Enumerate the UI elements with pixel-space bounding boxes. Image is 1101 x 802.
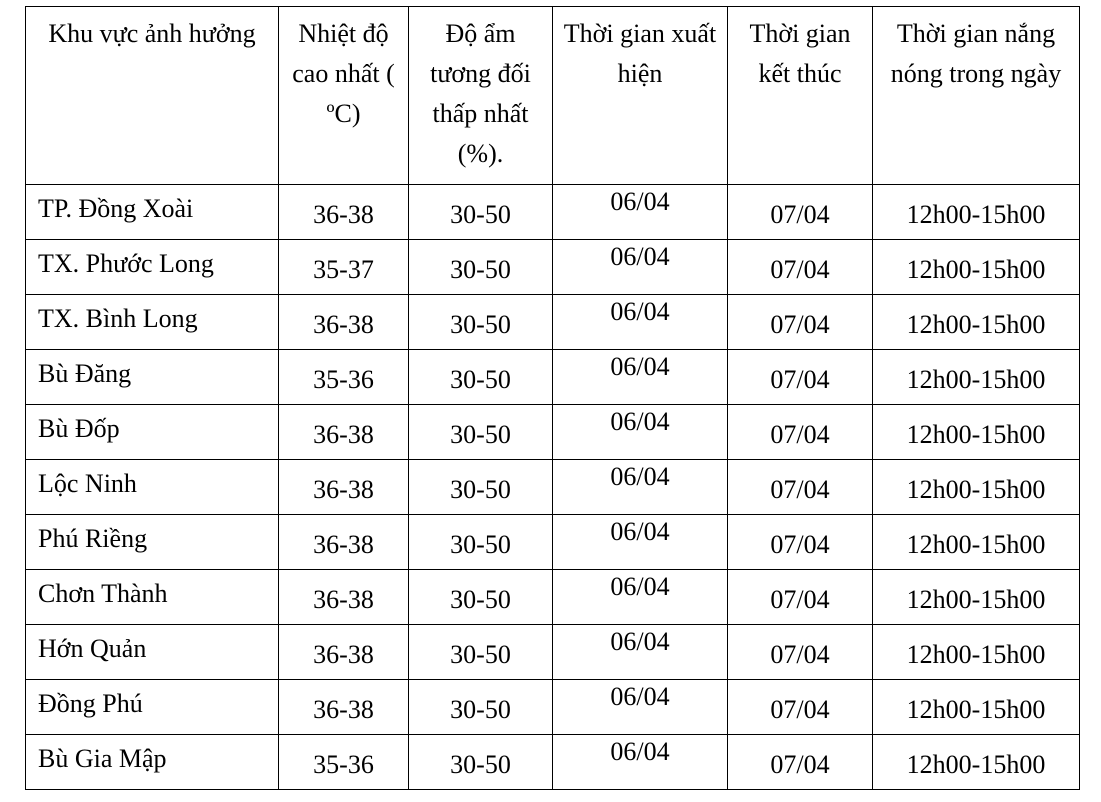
cell-area [26, 240, 279, 295]
cell-area-text: Lộc Ninh [38, 469, 137, 498]
cell-max-temp-text: 36-38 [313, 200, 374, 229]
cell-start-date [553, 405, 728, 460]
cell-daily-hours-text: 12h00-15h00 [906, 530, 1046, 559]
cell-daily-hours [873, 460, 1080, 515]
cell-start-date-text: 06/04 [610, 407, 670, 436]
cell-area-text: Đồng Phú [38, 689, 143, 718]
cell-end-date [728, 405, 873, 460]
cell-min-humidity-text: 30-50 [450, 200, 511, 229]
cell-end-date-text: 07/04 [770, 475, 830, 504]
cell-daily-hours [873, 570, 1080, 625]
cell-start-date-text: 06/04 [610, 462, 670, 491]
cell-daily-hours-text: 12h00-15h00 [906, 200, 1046, 229]
table-row [26, 295, 1080, 350]
cell-area-text: TX. Bình Long [38, 304, 198, 333]
cell-end-date [728, 295, 873, 350]
cell-start-date [553, 185, 728, 240]
cell-max-temp [279, 570, 409, 625]
cell-max-temp [279, 735, 409, 790]
cell-max-temp-text: 36-38 [313, 420, 374, 449]
cell-min-humidity [409, 350, 553, 405]
cell-area-text: TP. Đồng Xoài [38, 194, 194, 223]
cell-area [26, 185, 279, 240]
cell-start-date-text: 06/04 [610, 572, 670, 601]
cell-min-humidity [409, 405, 553, 460]
cell-start-date [553, 240, 728, 295]
header-daily-hours: Thời gian nắng nóng trong ngày [873, 7, 1080, 185]
cell-area [26, 735, 279, 790]
cell-max-temp [279, 680, 409, 735]
cell-start-date-text: 06/04 [610, 627, 670, 656]
cell-area-text: TX. Phước Long [38, 249, 214, 278]
table-row [26, 625, 1080, 680]
cell-min-humidity [409, 680, 553, 735]
cell-max-temp-text: 36-38 [313, 310, 374, 339]
cell-end-date-text: 07/04 [770, 640, 830, 669]
cell-start-date-text: 06/04 [610, 297, 670, 326]
table-header [26, 7, 1080, 185]
cell-start-date [553, 295, 728, 350]
table-row [26, 460, 1080, 515]
header-max-temp: Nhiệt độ cao nhất ( ºC) [279, 7, 409, 185]
cell-daily-hours [873, 185, 1080, 240]
cell-end-date [728, 240, 873, 295]
cell-min-humidity-text: 30-50 [450, 420, 511, 449]
cell-max-temp [279, 515, 409, 570]
cell-area [26, 625, 279, 680]
cell-daily-hours-text: 12h00-15h00 [906, 420, 1046, 449]
cell-area [26, 680, 279, 735]
cell-daily-hours [873, 295, 1080, 350]
cell-end-date-text: 07/04 [770, 750, 830, 779]
cell-start-date [553, 680, 728, 735]
heatwave-table [25, 6, 1080, 790]
cell-daily-hours [873, 240, 1080, 295]
cell-end-date [728, 570, 873, 625]
cell-daily-hours-text: 12h00-15h00 [906, 475, 1046, 504]
cell-daily-hours-text: 12h00-15h00 [906, 640, 1046, 669]
cell-area-text: Bù Đăng [38, 359, 132, 388]
cell-area-text: Bù Gia Mập [38, 744, 167, 773]
cell-daily-hours [873, 735, 1080, 790]
cell-end-date [728, 515, 873, 570]
cell-end-date-text: 07/04 [770, 255, 830, 284]
cell-area [26, 515, 279, 570]
cell-end-date [728, 185, 873, 240]
cell-max-temp [279, 405, 409, 460]
cell-min-humidity [409, 515, 553, 570]
header-end-time: Thời gian kết thúc [728, 7, 873, 185]
cell-max-temp [279, 185, 409, 240]
cell-min-humidity [409, 240, 553, 295]
cell-end-date-text: 07/04 [770, 200, 830, 229]
cell-max-temp-text: 36-38 [313, 530, 374, 559]
cell-daily-hours [873, 625, 1080, 680]
cell-max-temp [279, 460, 409, 515]
cell-start-date-text: 06/04 [610, 352, 670, 381]
table-row [26, 515, 1080, 570]
cell-min-humidity-text: 30-50 [450, 255, 511, 284]
table-row [26, 350, 1080, 405]
table-row [26, 405, 1080, 460]
cell-daily-hours-text: 12h00-15h00 [906, 695, 1046, 724]
cell-end-date-text: 07/04 [770, 530, 830, 559]
cell-end-date-text: 07/04 [770, 585, 830, 614]
cell-end-date [728, 680, 873, 735]
cell-max-temp [279, 240, 409, 295]
cell-end-date [728, 350, 873, 405]
cell-max-temp-text: 36-38 [313, 695, 374, 724]
cell-min-humidity [409, 460, 553, 515]
cell-daily-hours-text: 12h00-15h00 [906, 585, 1046, 614]
cell-area-text: Bù Đốp [38, 414, 120, 443]
cell-area [26, 405, 279, 460]
header-min-humidity: Độ ẩm tương đối thấp nhất (%). [409, 7, 553, 185]
cell-max-temp-text: 35-36 [313, 750, 374, 779]
cell-start-date [553, 735, 728, 790]
cell-daily-hours [873, 350, 1080, 405]
cell-daily-hours-text: 12h00-15h00 [906, 310, 1046, 339]
cell-area-text: Hớn Quản [38, 634, 147, 663]
cell-daily-hours [873, 680, 1080, 735]
cell-end-date [728, 735, 873, 790]
cell-end-date-text: 07/04 [770, 420, 830, 449]
cell-max-temp-text: 35-37 [313, 255, 374, 284]
cell-end-date-text: 07/04 [770, 310, 830, 339]
table-row [26, 570, 1080, 625]
cell-area [26, 570, 279, 625]
cell-start-date-text: 06/04 [610, 517, 670, 546]
cell-area [26, 295, 279, 350]
table-row [26, 240, 1080, 295]
cell-min-humidity-text: 30-50 [450, 530, 511, 559]
header-start-time: Thời gian xuất hiện [553, 7, 728, 185]
cell-min-humidity-text: 30-50 [450, 640, 511, 669]
cell-end-date-text: 07/04 [770, 365, 830, 394]
cell-start-date [553, 625, 728, 680]
cell-start-date-text: 06/04 [610, 737, 670, 766]
cell-min-humidity-text: 30-50 [450, 310, 511, 339]
header-row [26, 7, 1080, 185]
cell-max-temp [279, 350, 409, 405]
cell-max-temp [279, 625, 409, 680]
table-row [26, 185, 1080, 240]
cell-daily-hours [873, 515, 1080, 570]
cell-min-humidity-text: 30-50 [450, 585, 511, 614]
cell-min-humidity [409, 625, 553, 680]
cell-end-date-text: 07/04 [770, 695, 830, 724]
cell-max-temp-text: 36-38 [313, 475, 374, 504]
header-area: Khu vực ảnh hưởng [26, 7, 279, 185]
cell-max-temp-text: 36-38 [313, 585, 374, 614]
cell-area [26, 350, 279, 405]
table-row [26, 680, 1080, 735]
cell-max-temp-text: 35-36 [313, 365, 374, 394]
cell-daily-hours-text: 12h00-15h00 [906, 365, 1046, 394]
cell-daily-hours-text: 12h00-15h00 [906, 750, 1046, 779]
table-row [26, 735, 1080, 790]
cell-start-date [553, 460, 728, 515]
cell-start-date-text: 06/04 [610, 682, 670, 711]
cell-max-temp-text: 36-38 [313, 640, 374, 669]
cell-area-text: Phú Riềng [38, 524, 148, 553]
cell-min-humidity [409, 570, 553, 625]
cell-area [26, 460, 279, 515]
cell-min-humidity-text: 30-50 [450, 365, 511, 394]
cell-daily-hours-text: 12h00-15h00 [906, 255, 1046, 284]
cell-start-date [553, 350, 728, 405]
cell-start-date [553, 515, 728, 570]
cell-min-humidity-text: 30-50 [450, 695, 511, 724]
cell-min-humidity [409, 295, 553, 350]
cell-min-humidity-text: 30-50 [450, 475, 511, 504]
cell-start-date-text: 06/04 [610, 187, 670, 216]
cell-area-text: Chơn Thành [38, 579, 168, 608]
cell-start-date-text: 06/04 [610, 242, 670, 271]
cell-end-date [728, 625, 873, 680]
cell-min-humidity [409, 185, 553, 240]
cell-min-humidity-text: 30-50 [450, 750, 511, 779]
cell-start-date [553, 570, 728, 625]
cell-max-temp [279, 295, 409, 350]
cell-daily-hours [873, 405, 1080, 460]
table-body [26, 185, 1080, 790]
cell-end-date [728, 460, 873, 515]
cell-min-humidity [409, 735, 553, 790]
